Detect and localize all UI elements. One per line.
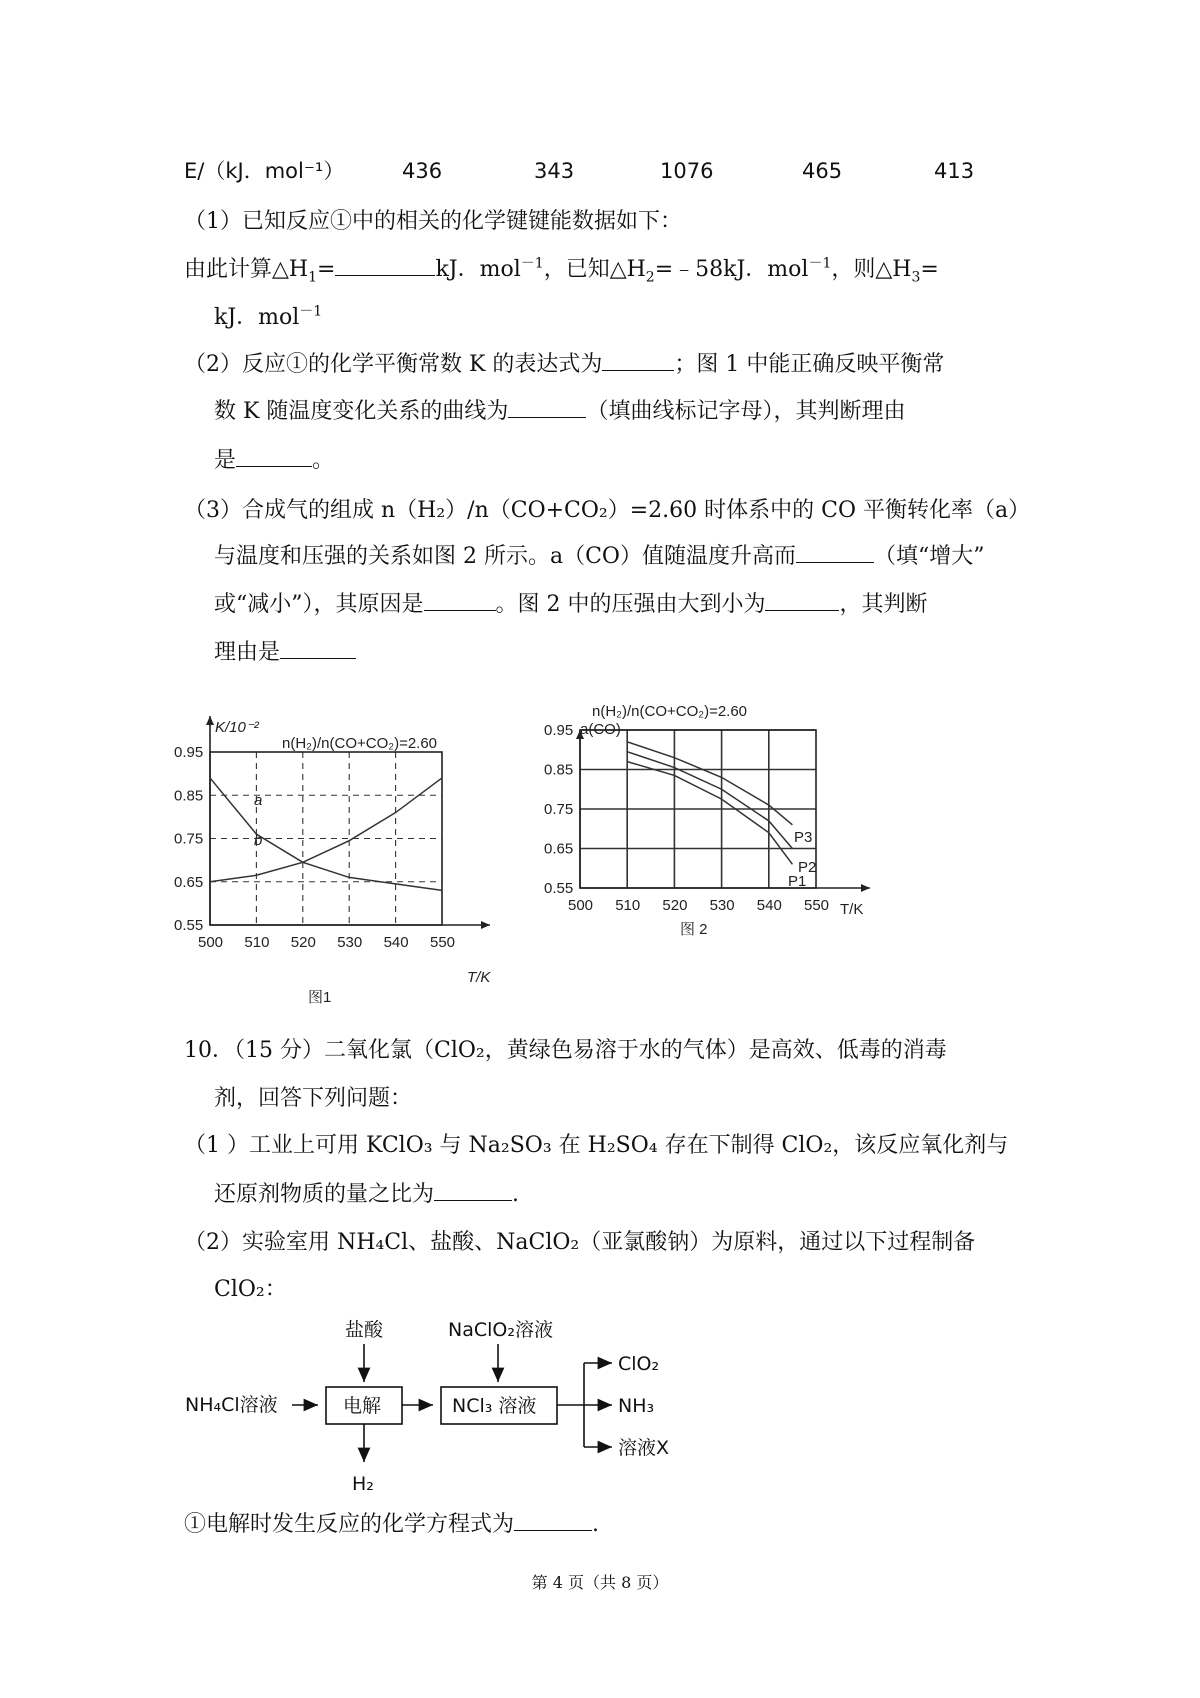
x-tick-label: 500 (568, 897, 594, 914)
x-tick-label: 510 (615, 897, 641, 914)
answer-blank[interactable] (514, 1512, 592, 1531)
y-axis-label: a(CO) (580, 721, 621, 738)
x-axis-label: T/K (840, 901, 864, 918)
q10-sub1-line1: （1 ）工业上可用 KClO₃ 与 Na₂SO₃ 在 H₂SO₄ 存在下制得 ClO₂，该反应氧化剂与 (184, 1133, 1009, 1158)
flow-box2-label: NCl₃ 溶液 (452, 1395, 537, 1417)
y-tick-label: 0.55 (174, 917, 204, 934)
q1-line3: kJ．mol$^{-1}$ (214, 303, 323, 330)
q1-line2: 由此计算$\triangle H_1=$ kJ．mol$^{-1}$，已知$\triangle H_2=﹣58kJ$．mol$^{-1}$，则$\triangle H_3=$ (184, 255, 939, 286)
series-label-b: b (254, 832, 263, 849)
page-footer: 第 4 页（共 8 页） (531, 1573, 669, 1592)
answer-blank[interactable] (280, 640, 356, 659)
flow-output-solution-x: 溶液X (618, 1437, 670, 1459)
x-tick-label: 540 (383, 934, 409, 951)
y-tick-label: 0.85 (174, 787, 204, 805)
q10-line2: 剂，回答下列问题： (214, 1086, 413, 1111)
y-tick-label: 0.95 (544, 722, 574, 739)
figure-caption: 图 2 (680, 921, 708, 938)
x-tick-label: 510 (244, 934, 270, 951)
series-line-P2 (627, 752, 792, 849)
x-tick-label: 530 (709, 897, 735, 914)
q2-line2: 数 K 随温度变化关系的曲线为 （填曲线标记字母），其判断理由 (214, 399, 906, 424)
answer-blank[interactable] (765, 592, 839, 611)
y-tick-label: 0.75 (544, 801, 574, 818)
y-tick-label: 0.55 (544, 880, 574, 897)
q10-sub2-line2: ClO₂： (214, 1277, 287, 1302)
flow-output-bottom: H₂ (352, 1473, 374, 1495)
energy-value: 465 (802, 159, 843, 183)
y-tick-label: 0.85 (544, 761, 574, 779)
x-tick-label: 520 (290, 934, 316, 951)
q3-line4: 理由是 (214, 638, 356, 668)
energy-value: 343 (534, 159, 575, 183)
y-tick-label: 0.65 (544, 840, 574, 858)
x-tick-label: 500 (198, 934, 224, 951)
process-flow-diagram (180, 1310, 740, 1510)
answer-blank[interactable] (335, 257, 435, 276)
energy-row-label: E/（kJ．mol⁻¹） (184, 159, 345, 183)
chart-title: n(H₂)/n(CO+CO₂)=2.60 (592, 703, 748, 720)
q1-line1: （1）已知反应①中的相关的化学键键能数据如下： (184, 209, 682, 234)
q10-sub1-line2: 还原剂物质的量之比为 . (214, 1182, 520, 1207)
y-tick-label: 0.95 (174, 744, 204, 761)
q2-line1: （2）反应①的化学平衡常数 K 的表达式为 ；图 1 中能正确反映平衡常 (184, 352, 945, 377)
q3-line3: 或“减小”），其原因是 。图 2 中的压强由大到小为 ，其判断 (214, 592, 928, 617)
series-label-P3: P3 (794, 829, 813, 846)
flow-box1-label: 电解 (343, 1395, 382, 1417)
figure-2-chart (540, 700, 940, 1012)
answer-blank[interactable] (796, 544, 874, 563)
figure-1-chart (174, 712, 550, 1012)
series-label-P2: P2 (798, 859, 817, 876)
series-label-P1: P1 (788, 873, 807, 890)
answer-blank[interactable] (602, 352, 674, 371)
series-label-a: a (254, 792, 263, 809)
x-tick-label: 520 (662, 897, 688, 914)
series-line-b (210, 778, 442, 882)
x-axis-arrow (861, 884, 870, 892)
energy-value: 436 (402, 159, 443, 183)
q10-sub2-line1: （2）实验室用 NH₄Cl、盐酸、NaClO₂（亚氯酸钠）为原料，通过以下过程制备 (184, 1230, 976, 1255)
flow-input-top1: 盐酸 (345, 1319, 384, 1341)
flow-output-nh3: NH₃ (618, 1395, 655, 1417)
x-tick-label: 540 (756, 897, 782, 914)
q2-line3: 是 。 (214, 448, 335, 473)
q10-line1: 10．（15 分）二氧化氯（ClO₂，黄绿色易溶于水的气体）是高效、低毒的消毒 (184, 1038, 947, 1063)
x-axis-arrow (481, 921, 490, 929)
x-tick-label: 550 (804, 897, 830, 914)
answer-blank[interactable] (434, 1182, 512, 1201)
q10-question-1: ①电解时发生反应的化学方程式为 . (184, 1512, 600, 1537)
answer-blank[interactable] (508, 399, 586, 418)
flow-output-clo2: ClO₂ (618, 1353, 660, 1375)
q3-line1: （3）合成气的组成 n（H₂）/n（CO+CO₂）=2.60 时体系中的 CO 平衡转化率（a） (184, 498, 1031, 523)
q3-line2: 与温度和压强的关系如图 2 所示。a（CO）值随温度升高而 （填“增大” (214, 544, 985, 569)
y-tick-label: 0.75 (174, 830, 204, 848)
answer-blank[interactable] (424, 592, 496, 611)
y-axis-arrow (206, 716, 214, 725)
flow-input-top2: NaClO₂溶液 (448, 1319, 553, 1341)
x-axis-label: T/K (467, 969, 491, 986)
chart-title: n(H₂)/n(CO+CO₂)=2.60 (282, 735, 438, 752)
answer-blank[interactable] (236, 448, 312, 467)
x-tick-label: 530 (337, 934, 363, 951)
energy-value: 1076 (660, 159, 714, 183)
figure-caption: 图1 (308, 989, 332, 1006)
flow-input-left: NH₄Cl溶液 (185, 1394, 278, 1416)
energy-value: 413 (934, 159, 975, 183)
y-tick-label: 0.65 (174, 873, 204, 891)
y-axis-label: K/10⁻² (215, 719, 259, 736)
x-tick-label: 550 (430, 934, 456, 951)
